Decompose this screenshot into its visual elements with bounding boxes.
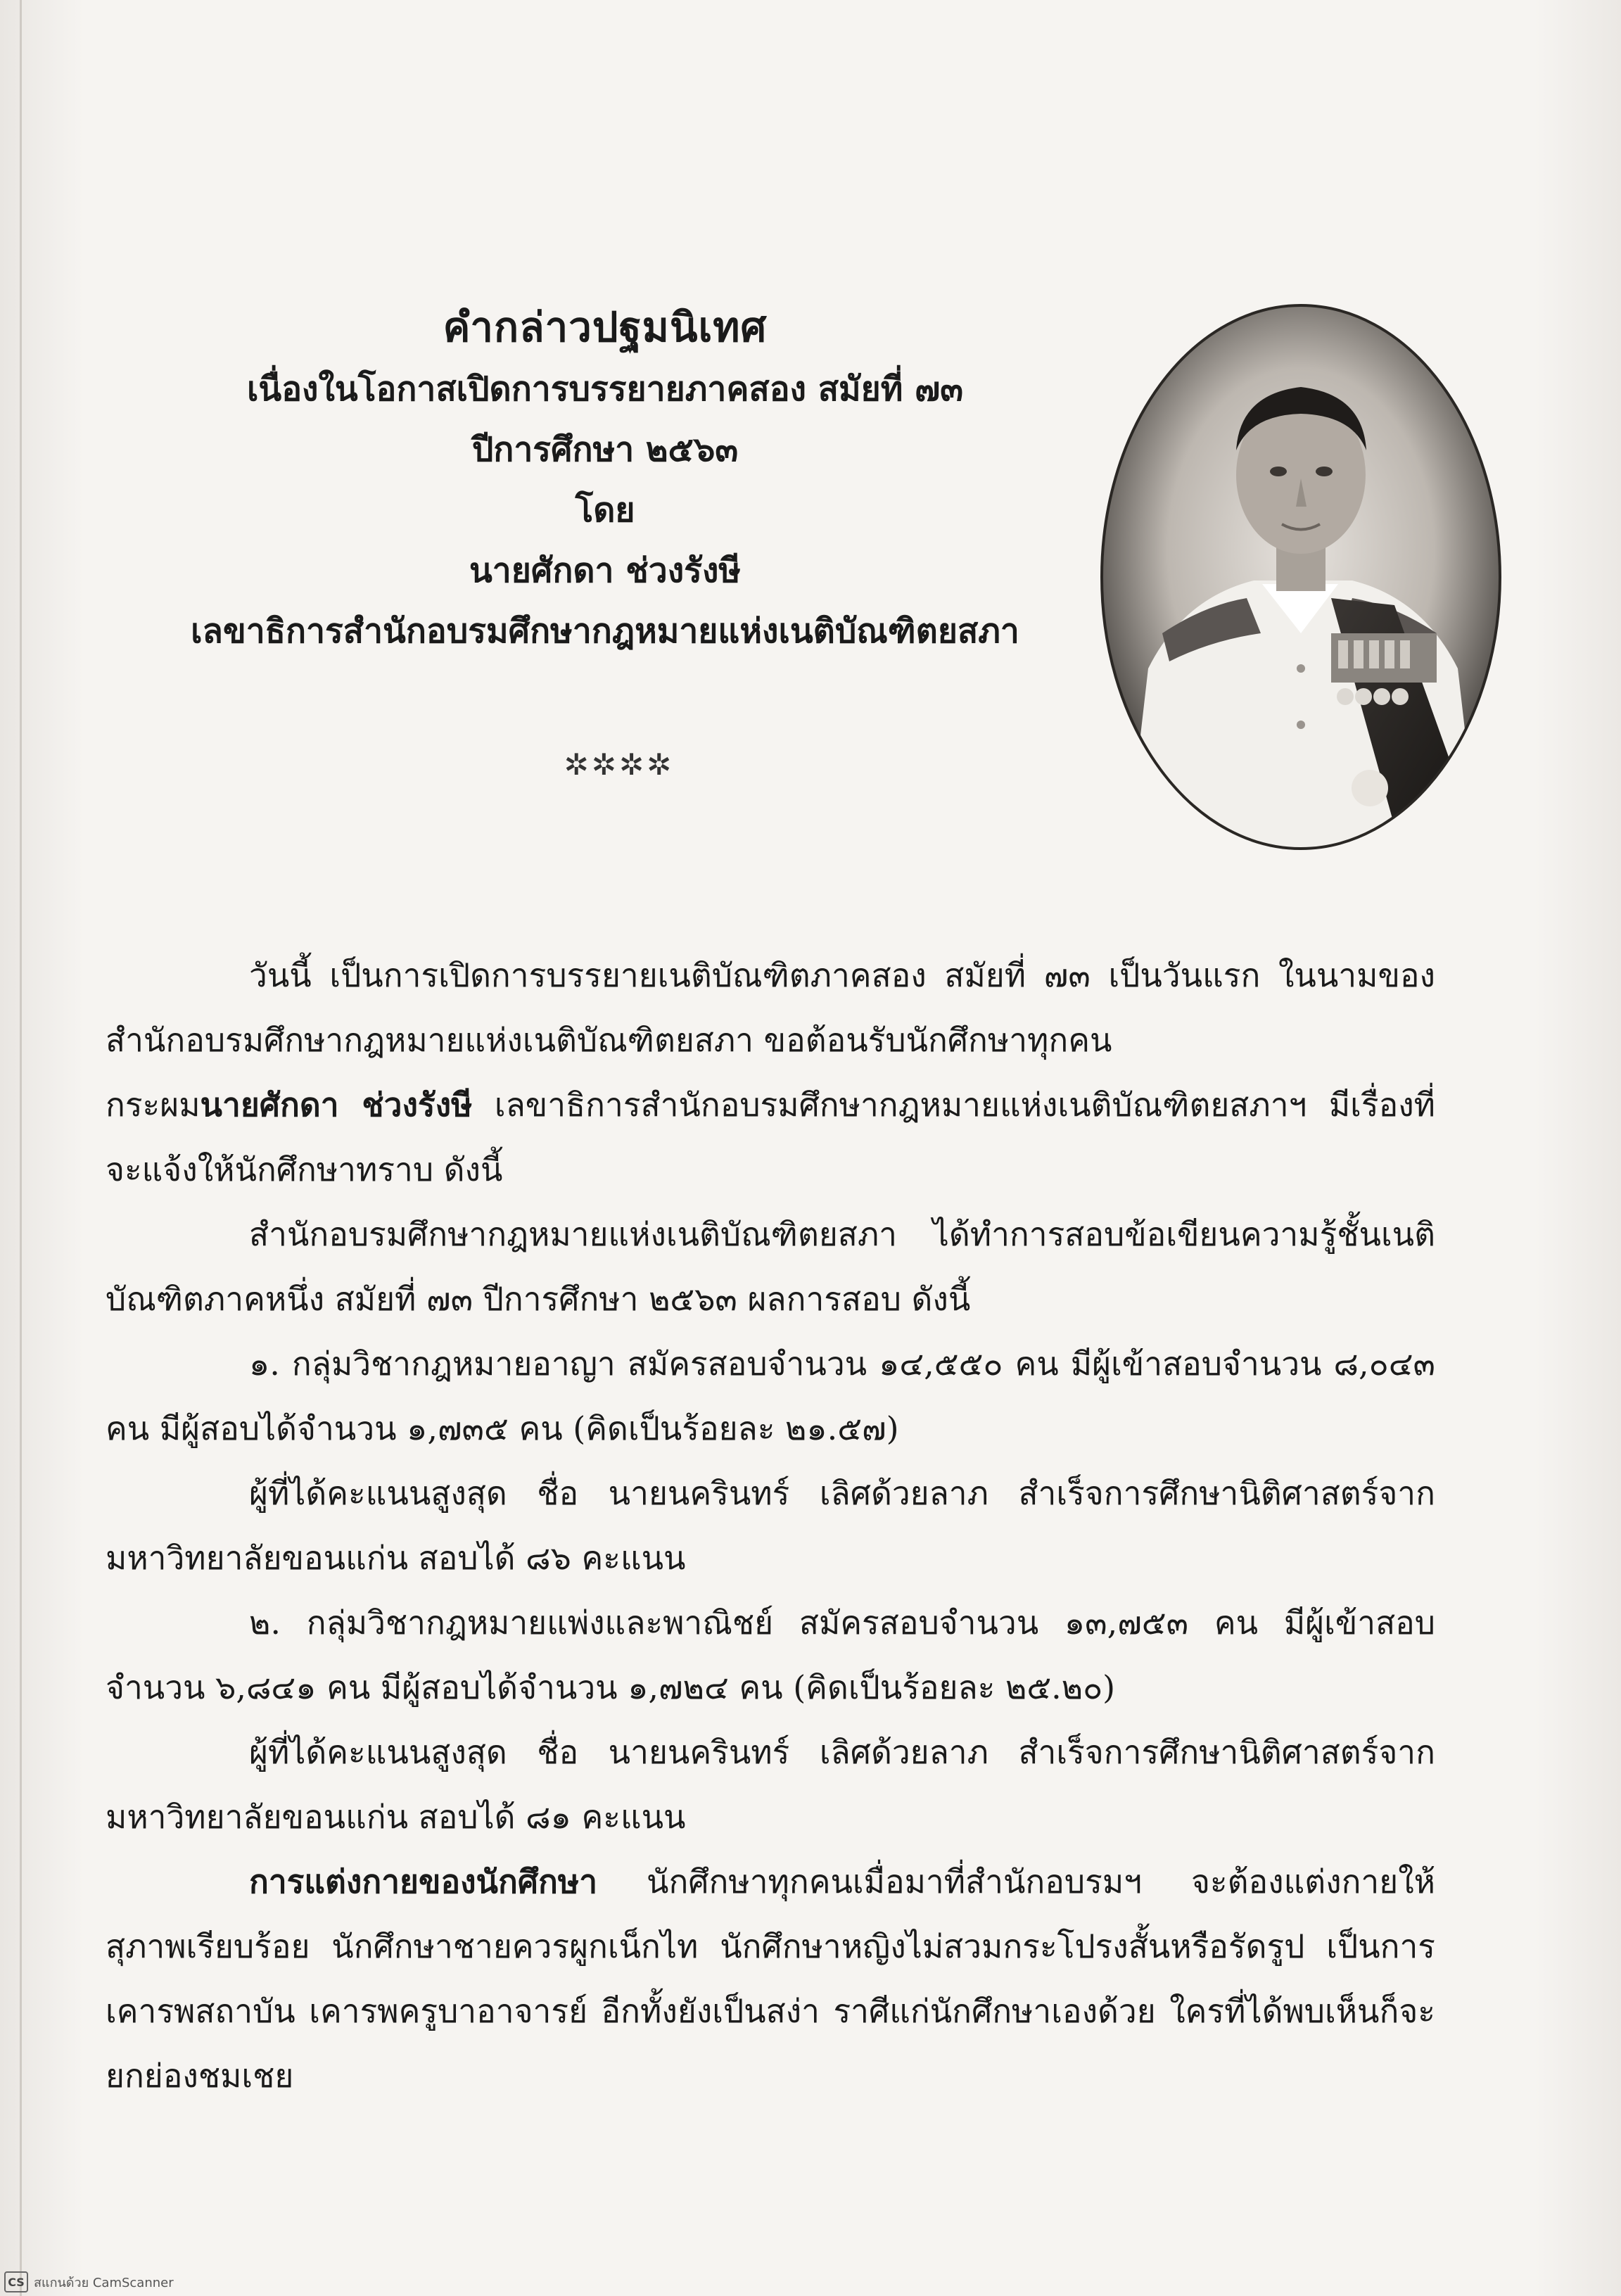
heading-title: คำกล่าวปฐมนิเทศ — [443, 303, 768, 351]
camscanner-logo-icon: CS — [4, 2271, 28, 2292]
paragraph-criminal-law-results: ๑. กลุ่มวิชากฎหมายอาญา สมัครสอบจำนวน ๑๔,๕๕๐ คน มีผู้เข้าสอบจำนวน ๘,๐๔๓ คน มีผู้สอบได้จำนวน ๑,๗๓๕ คน (คิดเป็นร้อยละ ๒๑.๕๗) — [106, 1345, 1435, 1447]
speech-heading — [106, 296, 1105, 661]
heading-academic-year: ปีการศึกษา ๒๕๖๓ — [471, 430, 739, 469]
paragraph-civil-law-results: ๒. กลุ่มวิชากฎหมายแพ่งและพาณิชย์ สมัครสอบจำนวน ๑๓,๗๕๓ คน มีผู้เข้าสอบจำนวน ๖,๘๔๑ คน มีผู้สอบได้จำนวน ๑,๗๒๔ คน (คิดเป็นร้อยละ ๒๕.๒๐) — [106, 1604, 1435, 1706]
paragraph-dress-code — [106, 1849, 1435, 2108]
speech-body — [106, 943, 1435, 2108]
paragraph-exam-results-intro: สำนักอบรมศึกษากฎหมายแห่งเนติบัณฑิตยสภา ได้ทำการสอบข้อเขียนความรู้ชั้นเนติบัณฑิตภาคหนึ่ง สมัยที่ ๗๓ ปีการศึกษา ๒๕๖๓ ผลการสอบ ดังนี้ — [106, 1215, 1435, 1318]
binding-edge — [20, 0, 22, 2296]
heading-occasion: เนื่องในโอกาสเปิดการบรรยายภาคสอง สมัยที่ ๗๓ — [246, 369, 964, 409]
dress-code-text: นักศึกษาทุกคนเมื่อมาที่สำนักอบรมฯ จะต้องแต่งกายให้สุภาพเรียบร้อย นักศึกษาชายควรผูกเน็กไท นักศึกษาหญิงไม่สวมกระโปรงสั้นหรือรัดรูป เป็นการเคารพสถาบัน เคารพครูบาอาจารย์ อีกทั้งยังเป็นสง่า ราศีแก่นักศึกษาเองด้วย ใครที่ได้พบเห็นก็จะยกย่องชมเชย — [106, 1863, 1435, 2095]
paragraph-speaker-intro — [106, 1072, 1435, 1202]
heading-speaker-position: เลขาธิการสำนักอบรมศึกษากฎหมายแห่งเนติบัณฑิตยสภา — [191, 611, 1019, 651]
dress-code-heading: การแต่งกายของนักศึกษา — [249, 1863, 598, 1901]
speaker-portrait — [1099, 303, 1503, 851]
section-divider: ✲✲✲✲ — [564, 747, 675, 782]
speaker-intro-prefix: กระผม — [106, 1086, 201, 1124]
paragraph-criminal-law-top-scorer: ผู้ที่ได้คะแนนสูงสุด ชื่อ นายนครินทร์ เลิศด้วยลาภ สำเร็จการศึกษานิติศาสตร์จากมหาวิทยาลัยขอนแก่น สอบได้ ๘๖ คะแนน — [106, 1474, 1435, 1577]
heading-by: โดย — [575, 490, 635, 530]
speaker-intro-rest: เลขาธิการสำนักอบรมศึกษากฎหมายแห่งเนติบัณฑิตยสภาฯ มีเรื่องที่จะแจ้งให้นักศึกษาทราบ ดังนี้ — [106, 1086, 1436, 1188]
paragraph-welcome: วันนี้ เป็นการเปิดการบรรยายเนติบัณฑิตภาคสอง สมัยที่ ๗๓ เป็นวันแรก ในนามของสำนักอบรมศึกษากฎหมายแห่งเนติบัณฑิตยสภา ขอต้อนรับนักศึกษาทุกคน — [106, 956, 1435, 1059]
speaker-intro-name: นายศักดา ช่วงรังษี — [200, 1086, 473, 1124]
heading-speaker-name: นายศักดา ช่วงรังษี — [469, 551, 742, 590]
scanner-watermark — [4, 2271, 174, 2292]
paragraph-civil-law-top-scorer: ผู้ที่ได้คะแนนสูงสุด ชื่อ นายนครินทร์ เลิศด้วยลาภ สำเร็จการศึกษานิติศาสตร์จากมหาวิทยาลัยขอนแก่น สอบได้ ๘๑ คะแนน — [106, 1733, 1435, 1836]
camscanner-label: สแกนด้วย CamScanner — [34, 2275, 174, 2290]
